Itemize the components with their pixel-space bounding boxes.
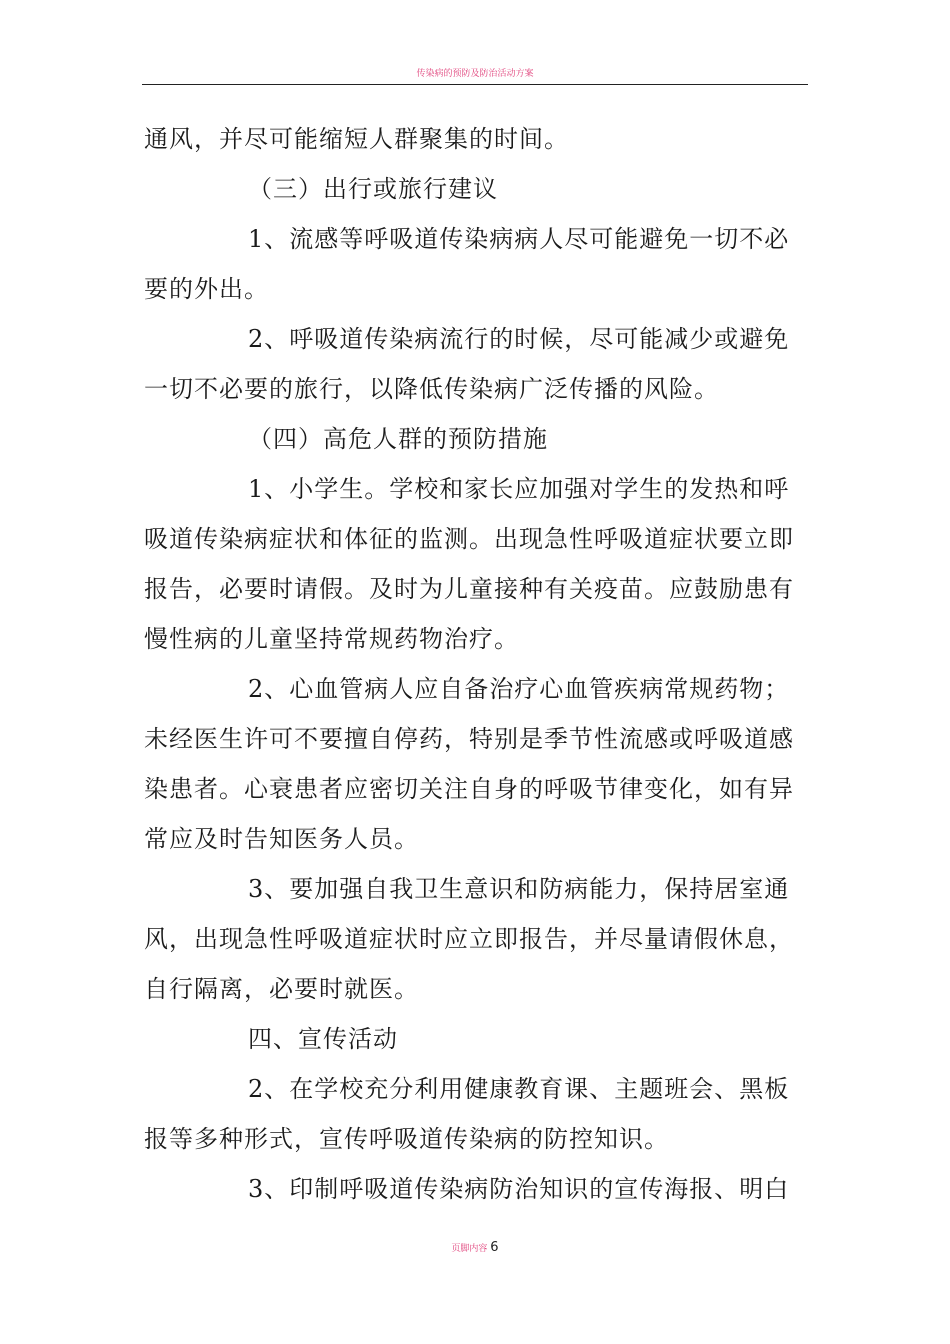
body-line: 常应及时告知医务人员。 <box>144 825 419 853</box>
body-line: 一切不必要的旅行，以降低传染病广泛传播的风险。 <box>144 375 719 403</box>
body-line: 2、心血管病人应自备治疗心血管疾病常规药物； <box>248 675 790 703</box>
section-heading: （四）高危人群的预防措施 <box>248 425 548 453</box>
body-line: 通风，并尽可能缩短人群聚集的时间。 <box>144 125 569 153</box>
section-heading: （三）出行或旅行建议 <box>248 175 498 203</box>
header-rule <box>142 84 808 85</box>
body-line: 自行隔离，必要时就医。 <box>144 975 419 1003</box>
body-line: 1、小学生。学校和家长应加强对学生的发热和呼 <box>248 475 790 503</box>
page-footer <box>0 1240 950 1255</box>
body-line: 2、呼吸道传染病流行的时候，尽可能减少或避免 <box>248 325 790 353</box>
section-heading: 四、宣传活动 <box>248 1025 398 1053</box>
body-line: 吸道传染病症状和体征的监测。出现急性呼吸道症状要立即 <box>144 525 794 553</box>
page-number: 6 <box>490 1240 499 1255</box>
footer-label: 页脚内容 <box>451 1244 488 1254</box>
body-line: 风，出现急性呼吸道症状时应立即报告，并尽量请假休息， <box>144 925 794 953</box>
body-line: 报等多种形式，宣传呼吸道传染病的防控知识。 <box>144 1125 669 1153</box>
body-line: 2、在学校充分利用健康教育课、主题班会、黑板 <box>248 1075 790 1103</box>
body-line: 要的外出。 <box>144 275 269 303</box>
body-line: 3、要加强自我卫生意识和防病能力，保持居室通 <box>248 875 790 903</box>
body-line: 慢性病的儿童坚持常规药物治疗。 <box>144 625 519 653</box>
body-line: 染患者。心衰患者应密切关注自身的呼吸节律变化，如有异 <box>144 775 794 803</box>
body-line: 3、印制呼吸道传染病防治知识的宣传海报、明白 <box>248 1175 790 1203</box>
body-line: 1、流感等呼吸道传染病病人尽可能避免一切不必 <box>248 225 790 253</box>
body-line: 报告，必要时请假。及时为儿童接种有关疫苗。应鼓励患有 <box>144 575 794 603</box>
page-header: 传染病的预防及防治活动方案 <box>416 69 534 79</box>
body-line: 未经医生许可不要擅自停药，特别是季节性流感或呼吸道感 <box>144 725 794 753</box>
